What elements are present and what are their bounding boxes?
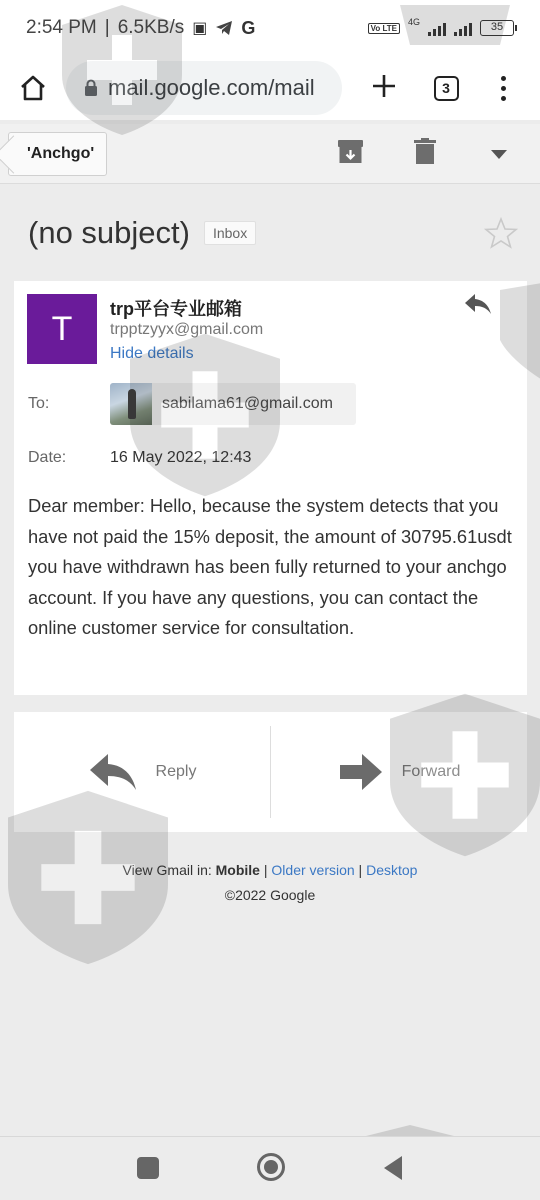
inbox-badge[interactable]: Inbox	[204, 221, 256, 245]
archive-icon[interactable]	[337, 138, 364, 165]
mobile-view: Mobile	[215, 862, 260, 878]
home-button[interactable]	[0, 74, 66, 102]
message-body: Dear member: Hello, because the system detects that you have not paid the 15% deposit, the amount of 30795.61usdt you have withdrawn has been fully returned to your anchgo account. If you have any questions, you can contact the online customer service for consultation.	[28, 495, 512, 639]
recipient-chip[interactable]	[110, 383, 356, 425]
lock-icon	[84, 79, 98, 97]
back-button[interactable]	[384, 1156, 402, 1180]
new-tab-button[interactable]	[342, 69, 426, 108]
sender-avatar: T	[27, 294, 97, 364]
separator: |	[259, 862, 272, 878]
status-separator: |	[104, 17, 110, 38]
signal-icon-2	[454, 20, 472, 36]
google-icon: G	[241, 17, 256, 38]
subject: (no subject)	[28, 215, 190, 250]
forward-button[interactable]	[271, 712, 527, 832]
browser-menu-button[interactable]	[466, 76, 540, 101]
recipient-email: sabilama61@gmail.com	[162, 395, 333, 412]
sender-name: trp平台专业邮箱	[110, 299, 242, 319]
hide-details-link[interactable]: Hide details	[110, 345, 194, 362]
message-card	[14, 281, 527, 695]
date-label: Date:	[28, 449, 67, 466]
address-bar[interactable]	[66, 61, 342, 115]
volte-icon: Vo LTE	[368, 23, 400, 34]
reply-forward-bar	[14, 712, 527, 832]
subject-row	[28, 210, 518, 256]
view-in-text: View Gmail in:	[122, 862, 212, 878]
reply-button[interactable]	[14, 712, 270, 832]
network-type: 4G	[407, 17, 420, 27]
status-time: 2:54 PM	[26, 17, 97, 38]
home-nav-button[interactable]	[257, 1153, 285, 1181]
desktop-link[interactable]: Desktop	[366, 862, 418, 878]
older-version-link[interactable]: Older version	[271, 862, 355, 878]
dropdown-icon[interactable]	[491, 150, 507, 159]
status-bar	[0, 0, 540, 56]
footer-view-links	[0, 862, 540, 878]
to-label: To:	[28, 395, 50, 412]
copyright: ©2022 Google	[224, 887, 316, 903]
signal-icon	[428, 20, 446, 36]
star-icon[interactable]	[484, 217, 518, 249]
browser-toolbar	[0, 56, 540, 120]
forward-icon	[338, 752, 384, 792]
menu-dot	[501, 86, 506, 91]
delete-icon[interactable]	[414, 138, 436, 165]
reply-icon[interactable]	[464, 293, 492, 315]
url-text: mail.google.com/mail	[108, 75, 315, 100]
tab-count: 3	[434, 76, 459, 101]
notification-icon: ▣	[192, 20, 208, 37]
plus-icon	[371, 73, 397, 99]
reply-large-icon	[88, 752, 138, 792]
gmail-toolbar	[0, 124, 540, 184]
status-speed: 6.5KB/s	[117, 17, 185, 38]
reply-label: Reply	[155, 763, 197, 780]
sender-email: trpptzyyx@gmail.com	[110, 321, 264, 338]
tab-switcher-button[interactable]	[426, 76, 466, 101]
separator: |	[354, 862, 367, 878]
menu-dot	[501, 76, 506, 81]
forward-label: Forward	[401, 763, 461, 780]
back-to-label-button[interactable]	[8, 132, 107, 176]
telegram-icon	[215, 20, 233, 36]
home-icon	[19, 74, 47, 102]
battery-icon: 35	[480, 20, 514, 36]
recipient-avatar	[110, 383, 152, 425]
date-value: 16 May 2022, 12:43	[110, 449, 252, 466]
label-name: 'Anchgo'	[27, 144, 95, 162]
status-left	[26, 17, 255, 39]
recents-button[interactable]	[137, 1157, 159, 1179]
status-right	[368, 17, 514, 36]
menu-dot	[501, 96, 506, 101]
android-nav-bar	[0, 1136, 540, 1200]
